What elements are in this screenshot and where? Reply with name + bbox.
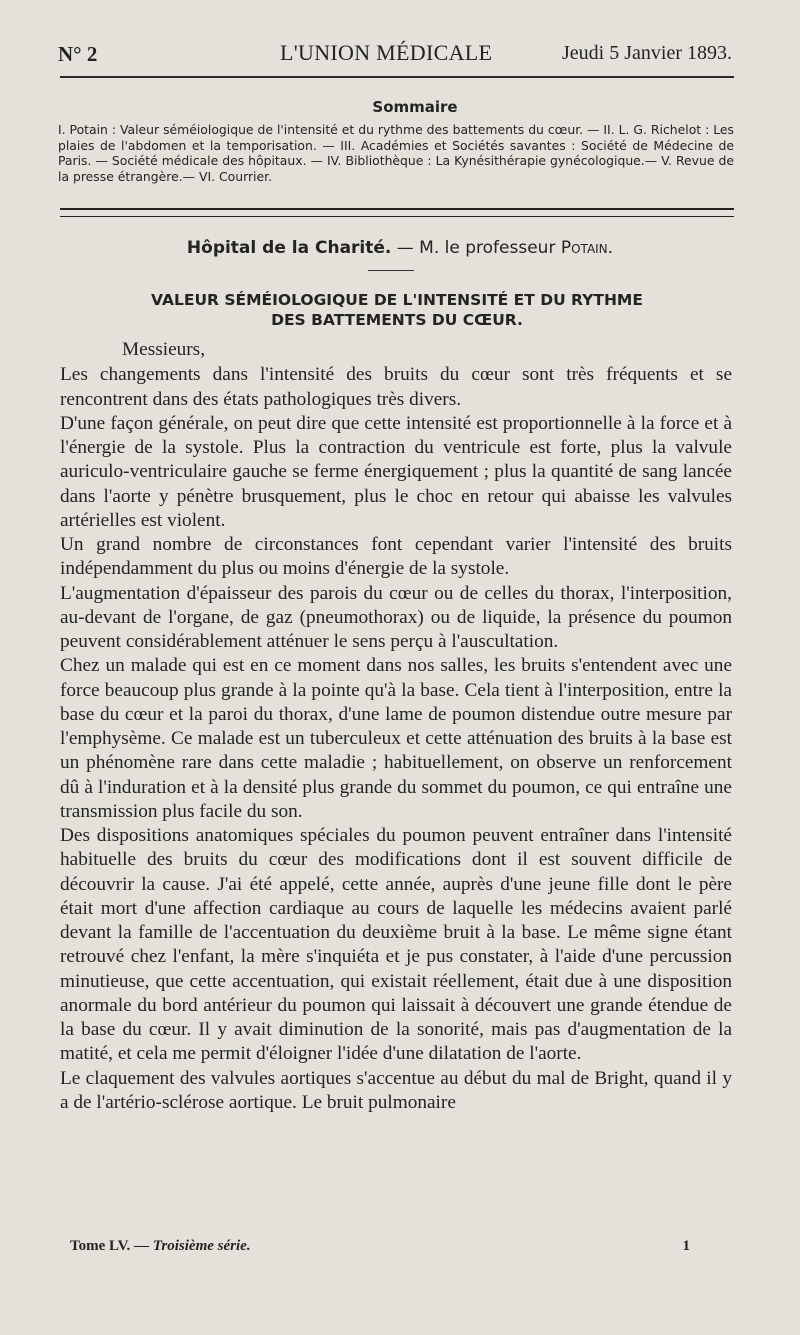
professor-name: Potain. <box>560 238 614 258</box>
page-header <box>58 38 732 72</box>
article-body <box>60 338 732 1115</box>
paragraph: Un grand nombre de circonstances font cependant varier l'intensité des bruits indépendamment du plus ou moins d'énergie de la systole. <box>60 534 732 580</box>
paragraph: Le claquement des valvules aortiques s'accentue au début du mal de Bright, quand il y a de l'artério-sclérose aortique. Le bruit pulmonaire <box>60 1067 732 1113</box>
hospital-name: Hôpital de la Charité. <box>186 238 392 258</box>
sommaire-title: Sommaire <box>372 98 458 116</box>
article-title-line-2: DES BATTEMENTS DU CŒUR. <box>271 311 523 329</box>
paragraph: Chez un malade qui est en ce moment dans nos salles, les bruits s'entendent avec une force beaucoup plus grande à la pointe qu'à la base. Cela tient à l'interposition, entre la base du cœur et la paroi du thorax, d'une lame de poumon distendue outre mesure par l'emphysème. Ce malade est un tuberculeux et cette atténuation des bruits à la base est un phénomène rare dans cette maladie ; habituellement, on observe un renforcement dû à l'induration et à la densité plus grande du sommet du poumon, ce qui entraîne une transmission plus facile du son. <box>60 655 732 822</box>
section-dash: — M. le professeur <box>391 238 561 258</box>
article-title-line-1: VALEUR SÉMÉIOLOGIQUE DE L'INTENSITÉ ET DU RYTHME <box>151 291 643 309</box>
paragraph: D'une façon générale, on peut dire que cette intensité est proportionnelle à la force et à l'énergie de la systole. Plus la contraction du ventricule est forte, plus la valvule auriculo-ventriculaire gauche se ferme énergiquement ; plus la quantité de sang lancée dans l'aorte y pénètre brusquement, plus le choc en retour qui abaisse les valvules artérielles est violent. <box>60 412 732 531</box>
sommaire-divider <box>60 208 734 217</box>
paragraph: L'augmentation d'épaisseur des parois du cœur ou de celles du thorax, l'interposition, au-devant de l'organe, de gaz (pneumothorax) ou de liquide, la présence du poumon peuvent considérablement atténuer le sens perçu à l'auscultation. <box>60 582 732 652</box>
issue-number: N° 2 <box>58 42 98 66</box>
volume-info <box>70 1238 251 1255</box>
tome-label: Tome LV. — <box>70 1238 153 1254</box>
page-number: 1 <box>682 1238 690 1254</box>
header-rule <box>60 76 734 78</box>
page-footer <box>70 1238 690 1262</box>
journal-title: L'UNION MÉDICALE <box>280 40 493 65</box>
section-rule <box>368 270 414 271</box>
sommaire-text: I. Potain : Valeur séméiologique de l'intensité et du rythme des battements du cœur. — II. L. G. Richelot : Les plaies de l'abdomen et la temporisation. — III. Académies et Sociétés savantes : Société de Médecine de Paris. — Société médicale des hôpitaux. — IV. Bibliothèque : La Kynésithérapie gynécologique.— V. Revue de la presse étrangère.— VI. Courrier. <box>58 122 734 184</box>
paragraph: Les changements dans l'intensité des bruits du cœur sont très fréquents et se rencontrent dans des états pathologiques très divers. <box>60 364 732 410</box>
series-label: Troisième série. <box>152 1238 251 1254</box>
salutation: Messieurs, <box>122 339 206 360</box>
article-title <box>60 290 734 330</box>
section-title <box>0 238 800 258</box>
issue-date: Jeudi 5 Janvier 1893. <box>562 42 732 64</box>
paragraph: Des dispositions anatomiques spéciales du poumon peuvent entraîner dans l'intensité habituelle des bruits du cœur des modifications dont il est souvent difficile de découvrir la cause. J'ai été appelé, cette année, auprès d'une jeune fille dont le père était mort d'une affection cardiaque au cours de laquelle les médecins avaient parlé devant la famille de l'accentuation du deuxième bruit à la base. Le même signe étant retrouvé chez l'enfant, la mère s'inquiéta et je pus constater, à l'aide d'une percussion minutieuse, que cette accentuation, qui existait réellement, était due à une disposition anormale du bord antérieur du poumon qui laissait à découvert une grande étendue de la base du cœur. Il y avait diminution de la sonorité, mais pas d'augmentation de la matité, et cela me permit d'éloigner l'idée d'une dilatation de l'aorte. <box>60 825 732 1065</box>
